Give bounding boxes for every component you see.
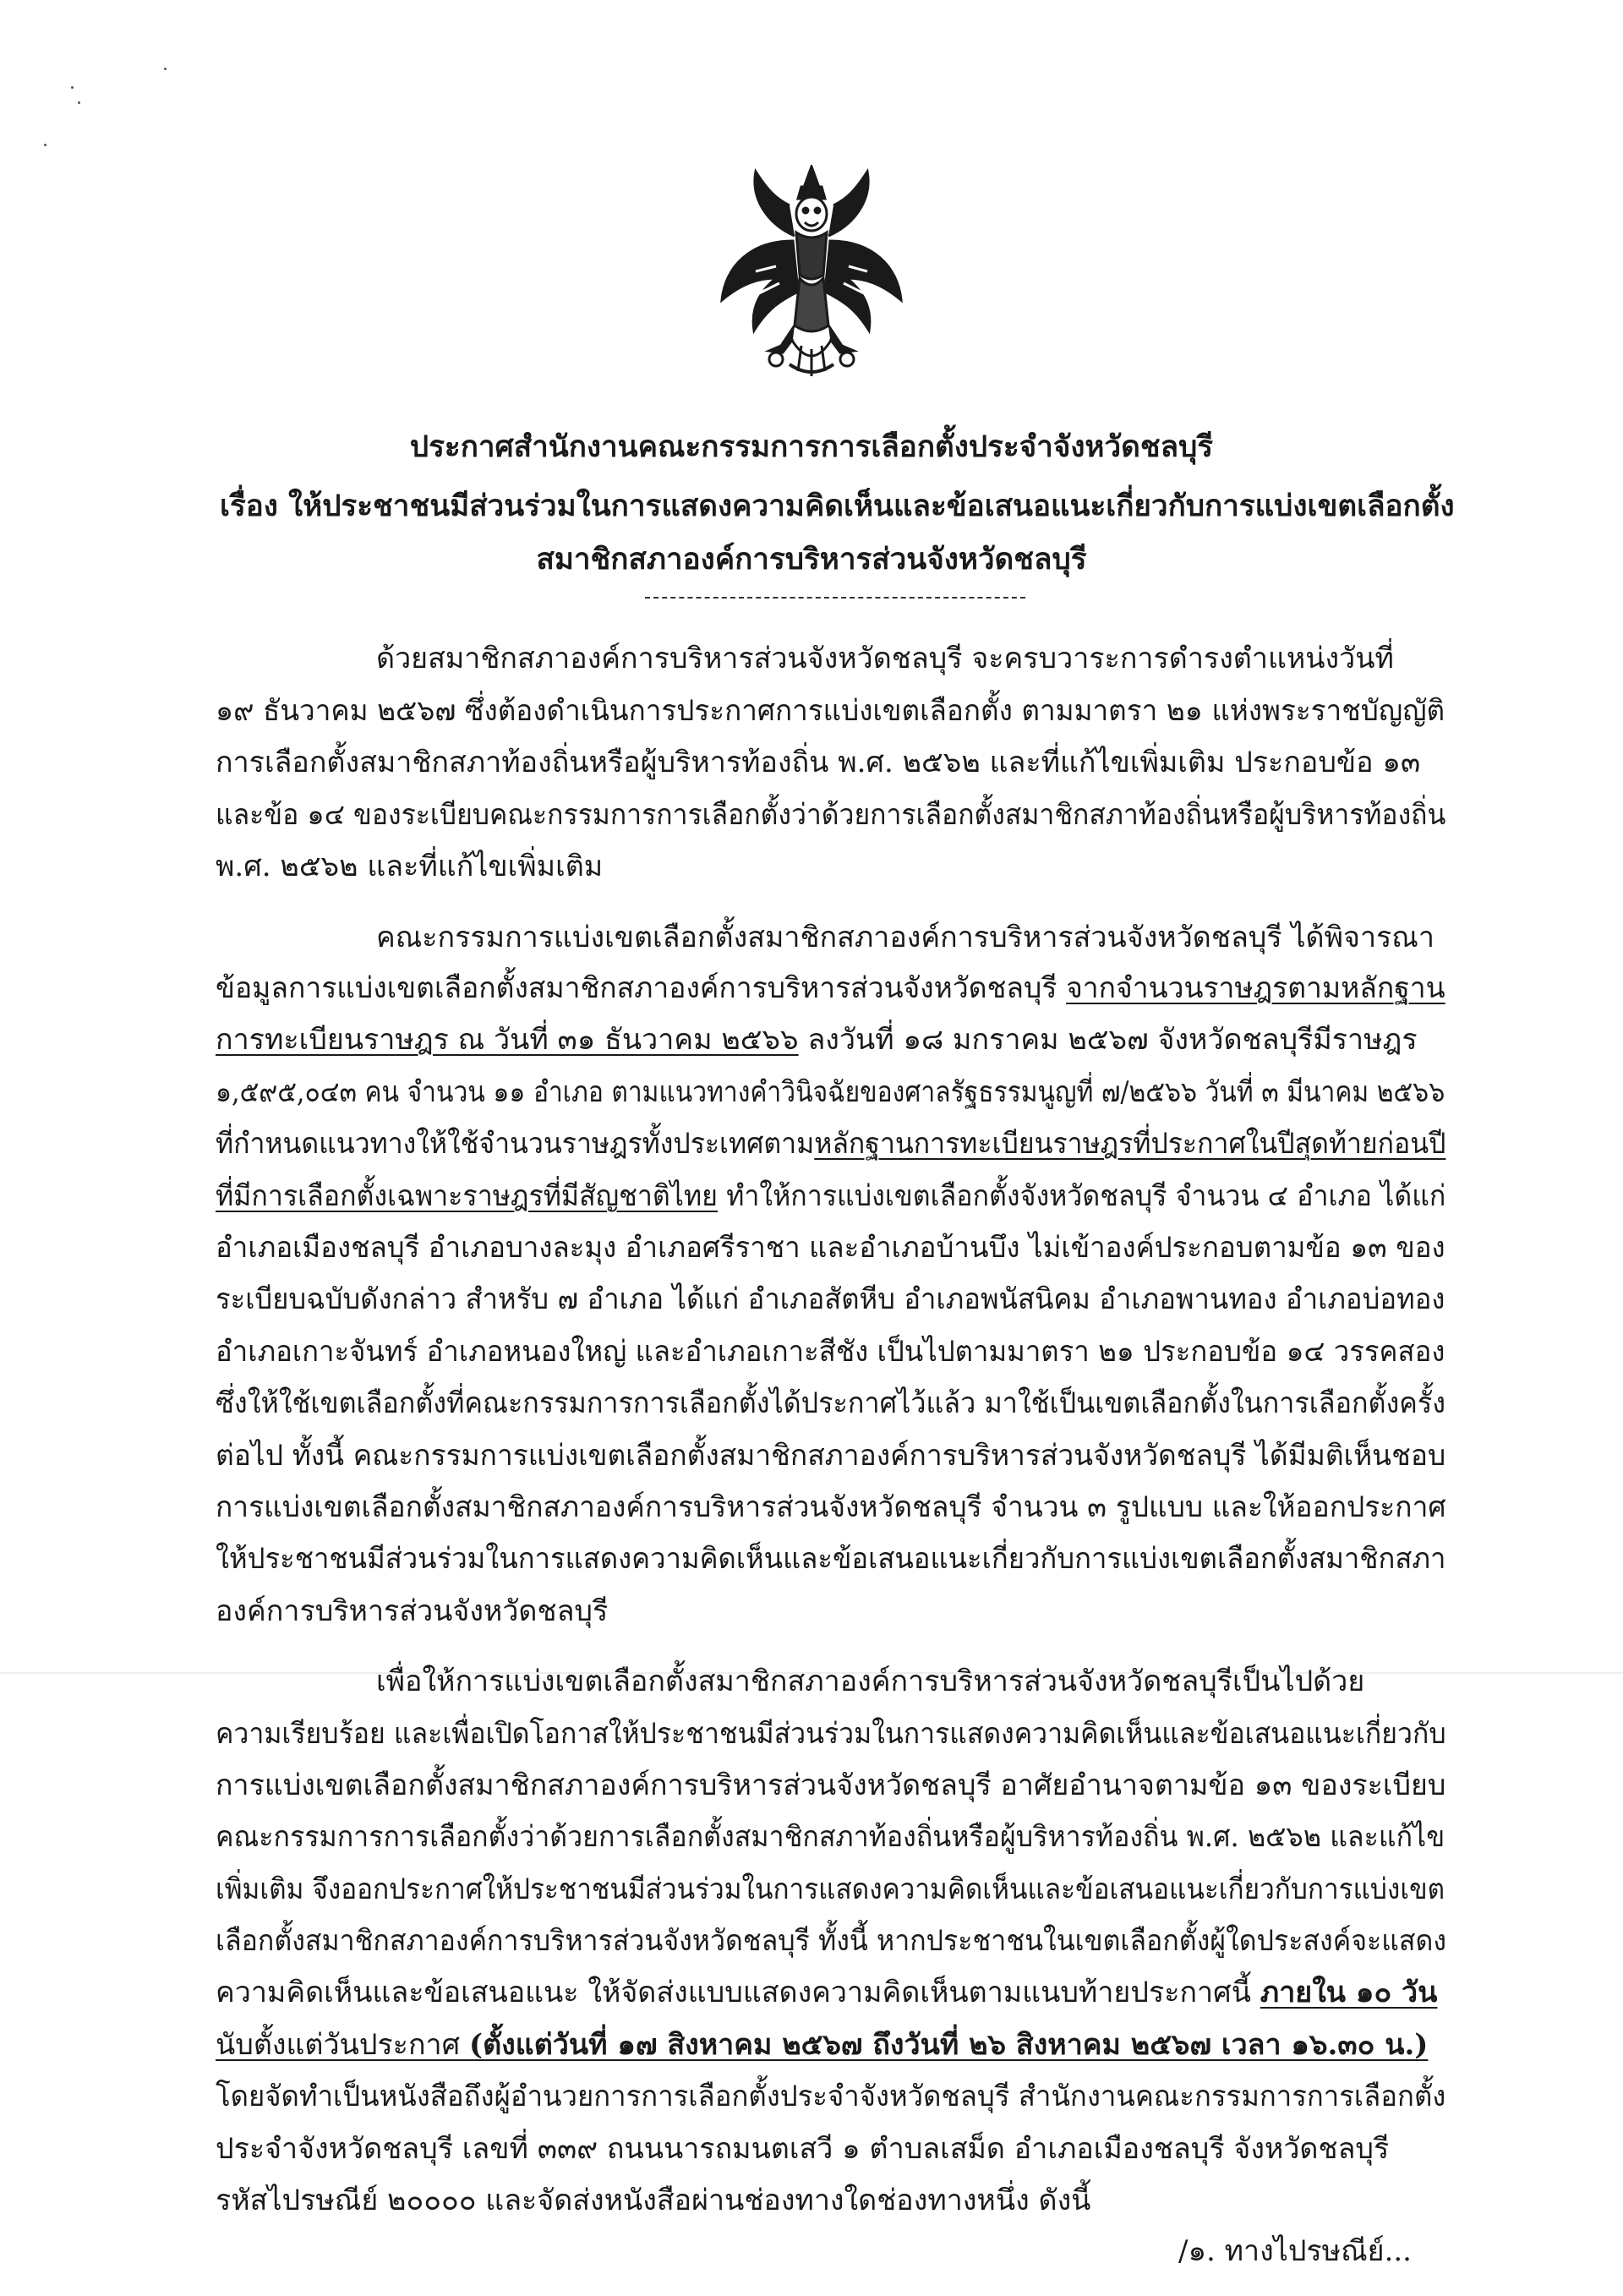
paragraph-1-line: ด้วยสมาชิกสภาองค์การบริหารส่วนจังหวัดชลบุรี จะครบวาระการดำรงตำแหน่งวันที่ (376, 642, 1394, 675)
deadline-period: (ตั้งแต่วันที่ ๑๗ สิงหาคม ๒๕๖๗ ถึงวันที่ ๒๖ สิงหาคม ๒๕๖๗ เวลา ๑๖.๓๐ น.) (469, 2028, 1429, 2062)
paragraph-3-line: เพื่อให้การแบ่งเขตเลือกตั้งสมาชิกสภาองค์การบริหารส่วนจังหวัดชลบุรีเป็นไปด้วย (376, 1665, 1365, 1698)
underlined-text: หลักฐานการทะเบียนราษฎรที่ประกาศในปีสุดท้ายก่อนปี (814, 1127, 1446, 1161)
paragraph-1-line: ๑๙ ธันวาคม ๒๕๖๗ ซึ่งต้องดำเนินการประกาศการแบ่งเขตเลือกตั้ง ตามมาตรา ๒๑ แห่งพระราชบัญญัติ (216, 694, 1445, 728)
paragraph-1-line: พ.ศ. ๒๕๖๒ และที่แก้ไขเพิ่มเติม (216, 850, 604, 883)
paragraph-3-line: รหัสไปรษณีย์ ๒๐๐๐๐ และจัดส่งหนังสือผ่านช่องทางใดช่องทางหนึ่ง ดังนี้ (216, 2184, 1091, 2217)
scan-speck (78, 101, 80, 104)
paragraph-3-line (216, 1973, 1445, 2012)
paragraph-3-line: เพิ่มเติม จึงออกประกาศให้ประชาชนมีส่วนร่วมในการแสดงความคิดเห็นและข้อเสนอแนะเกี่ยวกับการแบ่งเขต (216, 1872, 1445, 1906)
paragraph-2-line (216, 1177, 1446, 1216)
paragraph-1-line: และข้อ ๑๔ ของระเบียบคณะกรรมการการเลือกตั้งว่าด้วยการเลือกตั้งสมาชิกสภาท้องถิ่นหรือผู้บริหารท้องถิ่น (216, 798, 1446, 832)
announcement-subject-cont: สมาชิกสภาองค์การบริหารส่วนจังหวัดชลบุรี (536, 542, 1087, 577)
paragraph-2-line (216, 1020, 1445, 1059)
underlined-text: การทะเบียนราษฎร ณ วันที่ ๓๑ ธันวาคม ๒๕๖๖ (216, 1023, 799, 1057)
text-span: ที่กำหนดแนวทางให้ใช้จำนวนราษฎรทั้งประเทศตาม (216, 1127, 815, 1161)
paragraph-3-line: การแบ่งเขตเลือกตั้งสมาชิกสภาองค์การบริหารส่วนจังหวัดชลบุรี อาศัยอำนาจตามข้อ ๑๓ ของระเบียบ (216, 1768, 1446, 1802)
announcement-subject: เรื่อง ให้ประชาชนมีส่วนร่วมในการแสดงความคิดเห็นและข้อเสนอแนะเกี่ยวกับการแบ่งเขตเลือกตั้ง (220, 489, 1455, 523)
paragraph-2-line: องค์การบริหารส่วนจังหวัดชลบุรี (216, 1594, 609, 1628)
page-continuation: /๑. ทางไปรษณีย์... (1178, 2234, 1412, 2268)
paragraph-2-line: ระเบียบฉบับดังกล่าว สำหรับ ๗ อำเภอ ได้แก่ อำเภอสัตหีบ อำเภอพนัสนิคม อำเภอพานทอง อำเภอบ่อทอง (216, 1282, 1445, 1316)
scan-speck (164, 68, 167, 70)
paragraph-2-line: ๑,๕๙๕,๐๔๓ คน จำนวน ๑๑ อำเภอ ตามแนวทางคำวินิจฉัยของศาลรัฐธรรมนูญที่ ๗/๒๕๖๖ วันที่ ๓ มีนาคม ๒๕๖๖ (216, 1075, 1445, 1109)
underlined-text: จากจำนวนราษฎรตามหลักฐาน (1066, 971, 1445, 1005)
text-span: ลงวันที่ ๑๘ มกราคม ๒๕๖๗ จังหวัดชลบุรีมีราษฎร (798, 1023, 1418, 1057)
paragraph-3-line: ความเรียบร้อย และเพื่อเปิดโอกาสให้ประชาชนมีส่วนร่วมในการแสดงความคิดเห็นและข้อเสนอแนะเกี่ยวกับ (216, 1717, 1446, 1751)
paragraph-3-line: คณะกรรมการการเลือกตั้งว่าด้วยการเลือกตั้งสมาชิกสภาท้องถิ่นหรือผู้บริหารท้องถิ่น พ.ศ. ๒๕๖๒ และแก้ไข (216, 1820, 1445, 1854)
underlined-text: นับตั้งแต่วันประกาศ (216, 2028, 470, 2062)
scan-speck (71, 86, 74, 89)
paragraph-2-line: การแบ่งเขตเลือกตั้งสมาชิกสภาองค์การบริหารส่วนจังหวัดชลบุรี จำนวน ๓ รูปแบบ และให้ออกประกาศ (216, 1490, 1446, 1524)
paragraph-2-line (216, 969, 1445, 1008)
text-span: ทำให้การแบ่งเขตเลือกตั้งจังหวัดชลบุรี จำนวน ๔ อำเภอ ได้แก่ (717, 1179, 1446, 1213)
paragraph-3-line (216, 2025, 1445, 2064)
paragraph-3-line: ประจำจังหวัดชลบุรี เลขที่ ๓๓๙ ถนนนารถมนตเสวี ๑ ตำบลเสม็ด อำเภอเมืองชลบุรี จังหวัดชลบุรี (216, 2132, 1390, 2166)
paragraph-2-line: ซึ่งให้ใช้เขตเลือกตั้งที่คณะกรรมการการเลือกตั้งได้ประกาศไว้แล้ว มาใช้เป็นเขตเลือกตั้งในการเลือกตั้งครั้ง (216, 1386, 1446, 1420)
paragraph-2-line: อำเภอเมืองชลบุรี อำเภอบางละมุง อำเภอศรีราชา และอำเภอบ้านบึง ไม่เข้าองค์ประกอบตามข้อ ๑๓ ของ (216, 1231, 1445, 1265)
title-separator (645, 597, 1025, 599)
paragraph-3-line: เลือกตั้งสมาชิกสภาองค์การบริหารส่วนจังหวัดชลบุรี ทั้งนี้ หากประชาชนในเขตเลือกตั้งผู้ใดประสงค์จะแสดง (216, 1924, 1447, 1958)
paragraph-2-line: ให้ประชาชนมีส่วนร่วมในการแสดงความคิดเห็นและข้อเสนอแนะเกี่ยวกับการแบ่งเขตเลือกตั้งสมาชิกสภา (216, 1542, 1446, 1576)
paragraph-2-line: คณะกรรมการแบ่งเขตเลือกตั้งสมาชิกสภาองค์การบริหารส่วนจังหวัดชลบุรี ได้พิจารณา (376, 921, 1434, 954)
paragraph-3-line: โดยจัดทำเป็นหนังสือถึงผู้อำนวยการการเลือกตั้งประจำจังหวัดชลบุรี สำนักงานคณะกรรมการการเลือกตั้ง (216, 2080, 1446, 2113)
paragraph-2-line: ต่อไป ทั้งนี้ คณะกรรมการแบ่งเขตเลือกตั้งสมาชิกสภาองค์การบริหารส่วนจังหวัดชลบุรี ได้มีมติเห็นชอบ (216, 1439, 1446, 1473)
underlined-text: ที่มีการเลือกตั้งเฉพาะราษฎรที่มีสัญชาติไทย (216, 1179, 718, 1213)
scan-speck (44, 144, 46, 146)
announcement-title: ประกาศสำนักงานคณะกรรมการการเลือกตั้งประจำจังหวัดชลบุรี (409, 429, 1214, 464)
paragraph-2-line (216, 1124, 1446, 1163)
paragraph-1-line: การเลือกตั้งสมาชิกสภาท้องถิ่นหรือผู้บริหารท้องถิ่น พ.ศ. ๒๕๖๒ และที่แก้ไขเพิ่มเติม ประกอบข้อ ๑๓ (216, 746, 1421, 779)
deadline-text: ภายใน ๑๐ วัน (1260, 1976, 1438, 2009)
text-span: ข้อมูลการแบ่งเขตเลือกตั้งสมาชิกสภาองค์การบริหารส่วนจังหวัดชลบุรี (216, 971, 1067, 1005)
paragraph-2-line: อำเภอเกาะจันทร์ อำเภอหนองใหญ่ และอำเภอเกาะสีชัง เป็นไปตามมาตรา ๒๑ ประกอบข้อ ๑๔ วรรคสอง (216, 1335, 1445, 1369)
text-span: ความคิดเห็นและข้อเสนอแนะ ให้จัดส่งแบบแสดงความคิดเห็นตามแนบท้ายประกาศนี้ (216, 1976, 1260, 2009)
garuda-emblem-icon (717, 165, 906, 380)
